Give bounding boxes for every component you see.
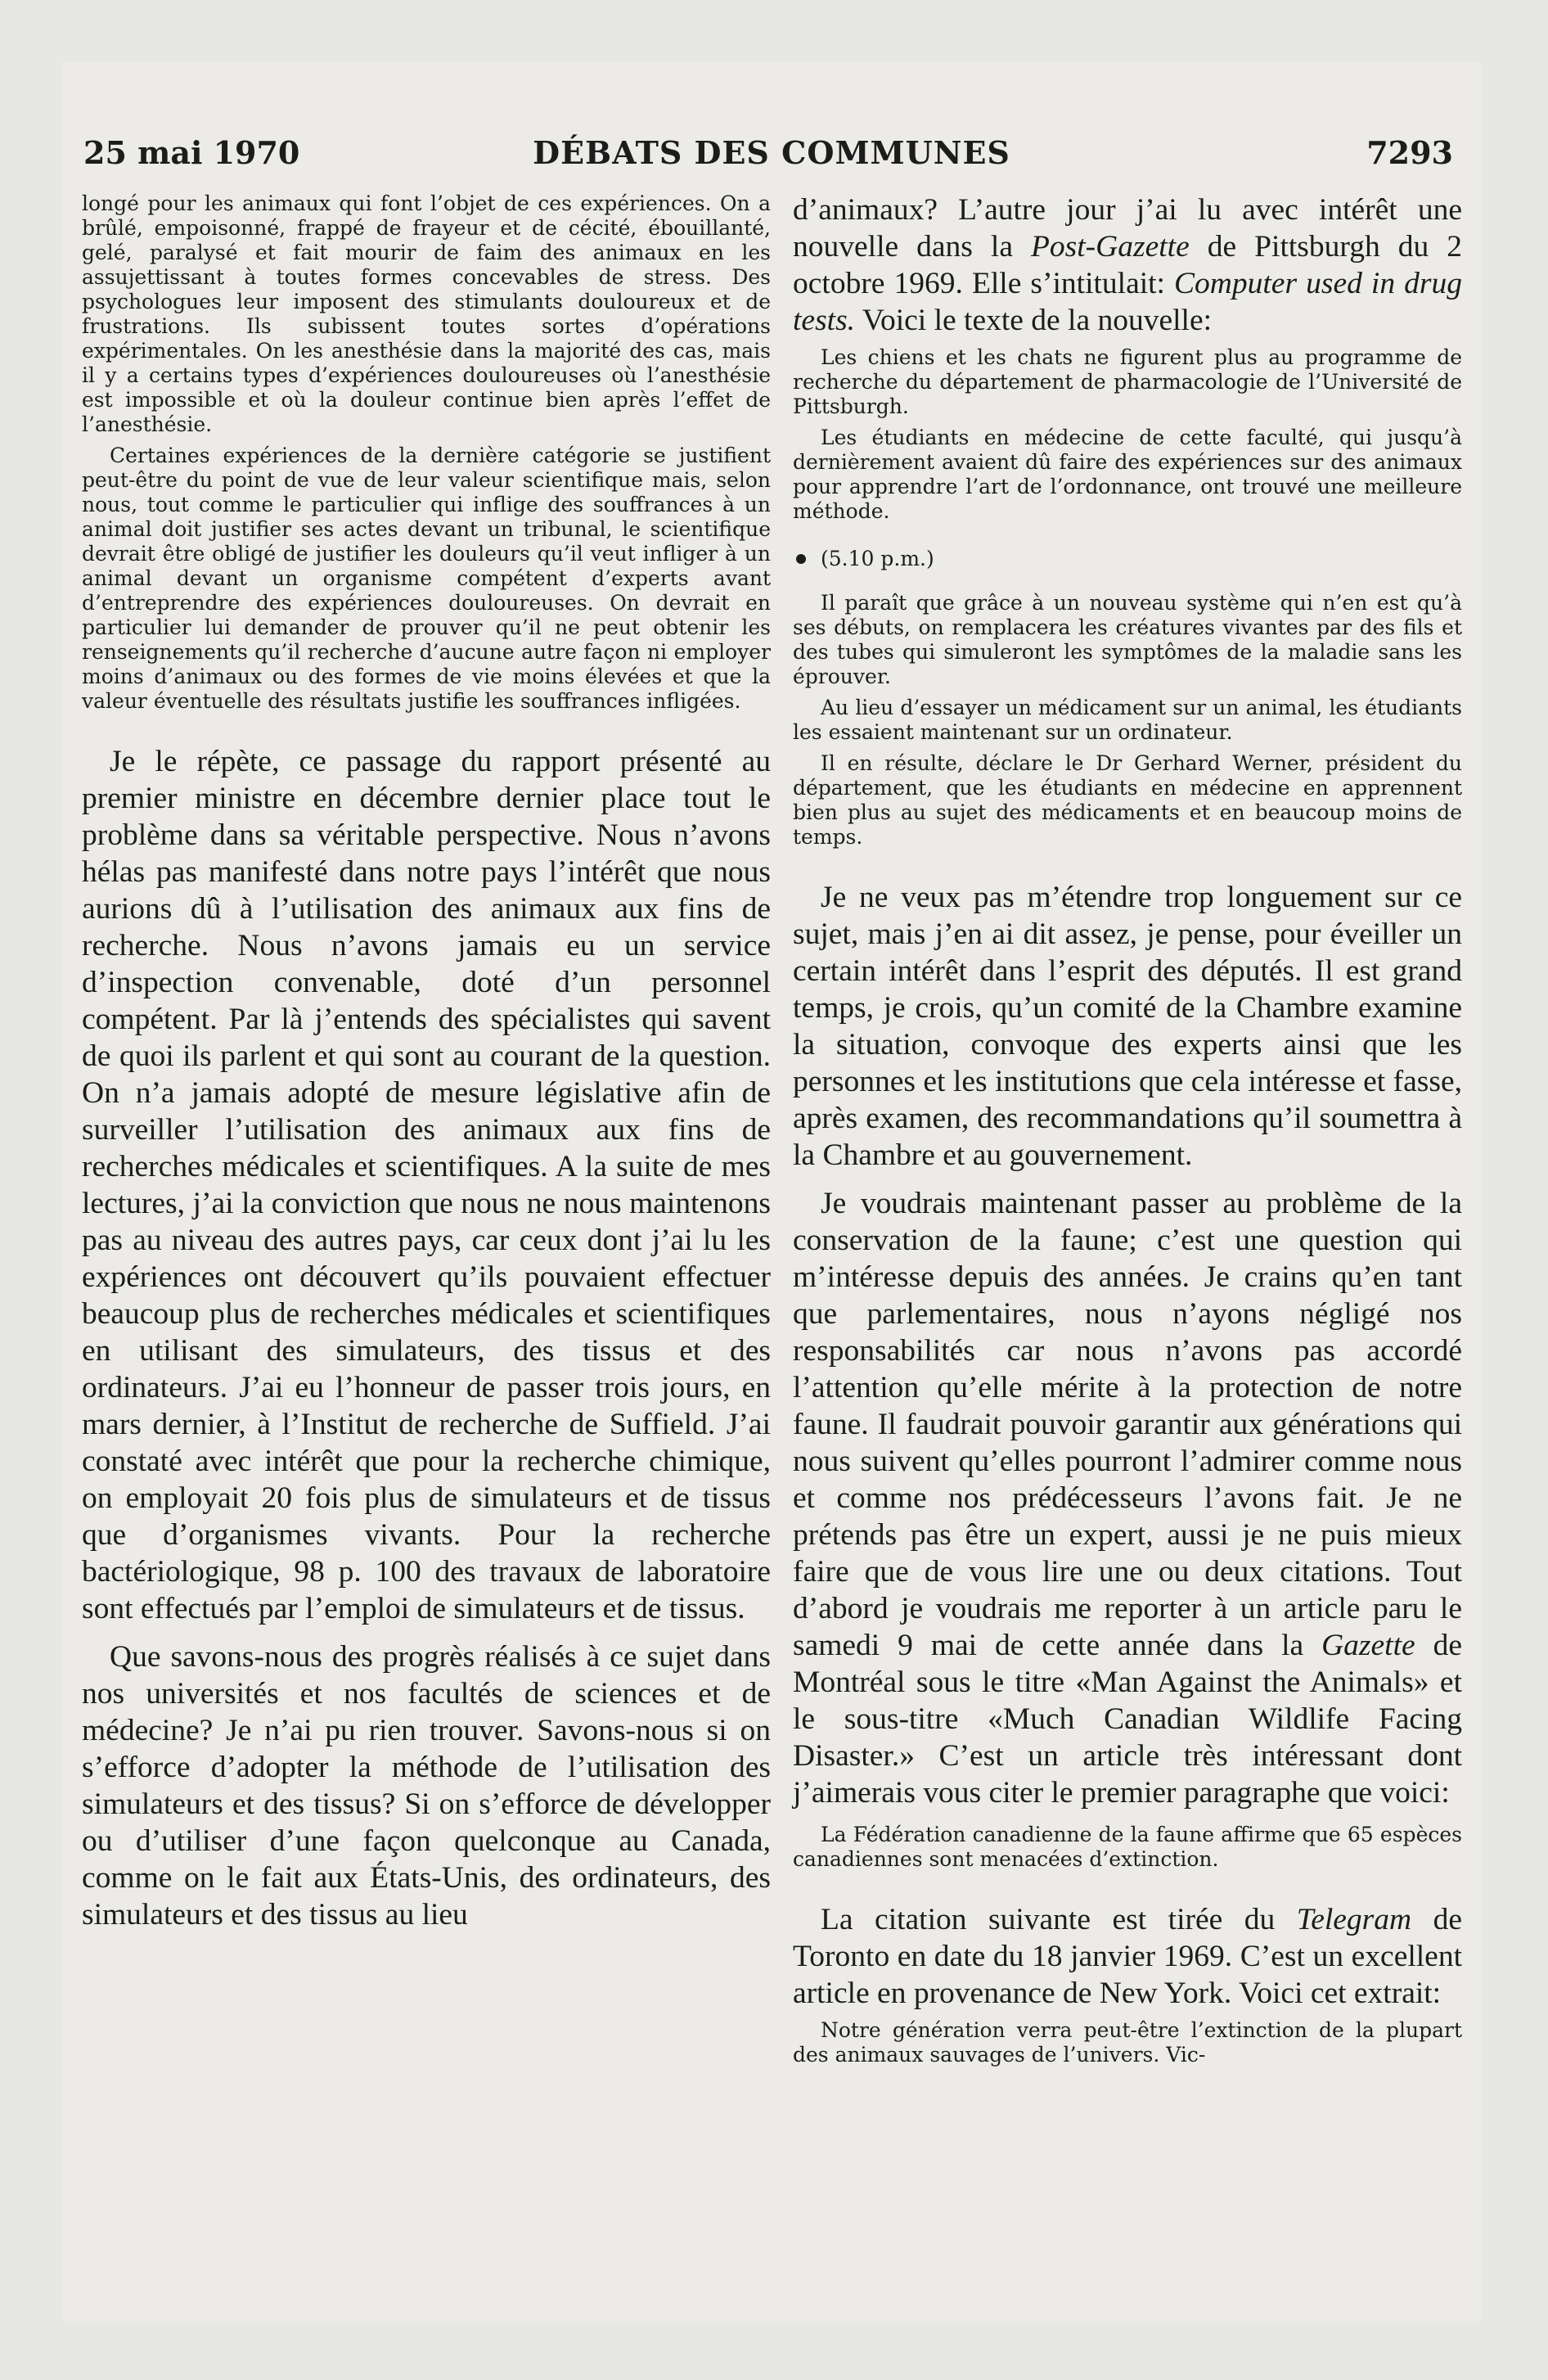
right-column (793, 192, 1462, 2067)
header-title: DÉBATS DES COMMUNES (533, 134, 1010, 171)
document-page (62, 62, 1481, 2321)
article-title: Computer used in drug tests. (793, 267, 1462, 337)
quoted-passage: Au lieu d’essayer un médicament sur un animal, les étudiants les essaient maintenant sur un ordinateur. (793, 696, 1462, 744)
header-date: 25 mai 1970 (83, 134, 300, 171)
quoted-passage: Il paraît que grâce à un nouveau système qui n’en est qu’à ses débuts, on remplacera les créatures vivantes par des fils et des tubes qui simuleront les symptômes de la maladie sans les éprouver. (793, 591, 1462, 688)
paragraph-speech: Je le répète, ce passage du rapport présenté au premier ministre en décembre dernier place tout le problème dans sa véritable perspective. Nous n’avons hélas pas manifesté dans notre pays l’intérêt que nous aurions dû à l’utilisation des animaux aux fins de recherche. Nous n’avons jamais eu un service d’inspection convenable, doté d’un personnel compétent. Par là j’entends des spécialistes qui savent de quoi ils parlent et qui sont au courant de la question. On n’a jamais adopté de mesure législative afin de surveiller l’utilisation des animaux aux fins de recherches médicales et scientifiques. A la suite de mes lectures, j’ai la conviction que nous ne nous maintenons pas au niveau des autres pays, car ceux dont j’ai lu les expériences ont découvert qu’ils pouvaient effectuer beaucoup plus de recherches médicales et scientifiques en utilisant des simulateurs, des tissus et des ordinateurs. J’ai eu l’honneur de passer trois jours, en mars dernier, à l’Institut de recherche de Suffield. J’ai constaté avec intérêt que pour la recherche chimique, on employait 20 fois plus de simulateurs et de tissus que d’organismes vivants. Pour la recherche bactériologique, 98 p. 100 des travaux de laboratoire sont effectués par l’emploi de simulateurs et de tissus. (82, 745, 771, 1625)
quoted-passage: Notre génération verra peut-être l’extinction de la plupart des animaux sauvages de l’univers. Vic- (793, 2018, 1462, 2067)
paragraph-speech: Que savons-nous des progrès réalisés à ce sujet dans nos universités et nos facultés de sciences et de médecine? Je n’ai pu rien trouver. Savons-nous si on s’efforce d’adopter la méthode de l’utilisation des simulateurs et des tissus? Si on s’efforce de développer ou d’utiliser d’une façon quelconque au Canada, comme on le fait aux États-Unis, des ordinateurs, des simulateurs et des tissus au lieu (82, 1640, 771, 1931)
paragraph-quote: Certaines expériences de la dernière catégorie se justifient peut-être du point de vue de leur valeur scientifique mais, selon nous, tout comme le particulier qui inflige des souffrances à un animal doit justifier ses actes devant un tribunal, le scientifique devrait être obligé de justifier les douleurs qu’il veut infliger à un animal devant un organisme compétent d’experts avant d’entreprendre des expériences douloureuses. On devrait en particulier lui demander de prouver qu’il ne peut obtenir les renseignements qu’il recherche d’aucune autre façon ni employer moins d’animaux ou des formes de vie moins élevées et que la valeur éventuelle des résultats justifie les souffrances infligées. (82, 444, 771, 713)
time-marker: (5.10 p.m.) (793, 547, 1462, 571)
publication-name: Post-Gazette (1031, 230, 1190, 264)
quoted-passage: Les étudiants en médecine de cette faculté, qui jusqu’à dernièrement avaient dû faire des expériences sur des animaux pour apprendre l’art de l’ordonnance, ont trouvé une meilleure méthode. (793, 426, 1462, 523)
left-column (82, 192, 771, 1933)
bullet-icon (796, 554, 806, 564)
page-number: 7293 (1366, 134, 1453, 171)
publication-name: Telegram (1296, 1903, 1412, 1936)
paragraph-speech: d’animaux? L’autre jour j’ai lu avec intérêt une nouvelle dans la Post-Gazette de Pittsburgh du 2 octobre 1969. Elle s’intitulait: Computer used in drug tests. Voici le texte de la nouvelle: (793, 193, 1462, 337)
paragraph-quote-continued: longé pour les animaux qui font l’objet de ces expériences. On a brûlé, empoisonné, frappé de frayeur et de cécité, ébouillanté, gelé, paralysé et fait mourir de faim des animaux en les assujettissant à toutes formes concevables de stress. Des psychologues leur imposent des stimulants douloureux et de frustrations. Ils subissent toutes sortes d’opérations expérimentales. On les anesthésie dans la majorité des cas, mais il y a certains types d’expériences douloureuses où l’anesthésie est impossible et où la douleur continue bien après l’effet de l’anesthésie. (82, 192, 771, 436)
paragraph-speech: La citation suivante est tirée du Telegram de Toronto en date du 18 janvier 1969. C’est un excellent article en provenance de New York. Voici cet extrait: (793, 1903, 1462, 2010)
quoted-passage: La Fédération canadienne de la faune affirme que 65 espèces canadiennes sont menacées d’extinction. (793, 1823, 1462, 1871)
quoted-passage: Les chiens et les chats ne figurent plus au programme de recherche du département de pharmacologie de l’Université de Pittsburgh. (793, 345, 1462, 418)
page-header (62, 134, 1481, 183)
publication-name: Gazette (1321, 1629, 1415, 1662)
quoted-passage: Il en résulte, déclare le Dr Gerhard Werner, président du département, que les étudiants en médecine en apprennent bien plus au sujet des médicaments et en beaucoup moins de temps. (793, 751, 1462, 849)
paragraph-speech: Je ne veux pas m’étendre trop longuement sur ce sujet, mais j’en ai dit assez, je pense, pour éveiller un certain intérêt dans l’esprit des députés. Il est grand temps, je crois, qu’un comité de la Chambre examine la situation, convoque des experts ainsi que les personnes et les institutions que cela intéresse et fasse, après examen, des recommandations qu’il soumettra à la Chambre et au gouvernement. (793, 881, 1462, 1172)
paragraph-speech: Je voudrais maintenant passer au problème de la conservation de la faune; c’est une question qui m’intéresse depuis des années. Je crains qu’en tant que parlementaires, nous n’ayons négligé nos responsabilités car nous n’avons pas accordé l’attention qu’elle mérite à la protection de notre faune. Il faudrait pouvoir garantir aux générations qui nous suivent qu’elles pourront l’admirer comme nous et comme nos prédécesseurs l’avons fait. Je ne prétends pas être un expert, aussi je ne puis mieux faire que de vous lire une ou deux citations. Tout d’abord je voudrais me reporter à un article paru le samedi 9 mai de cette année dans la Gazette de Montréal sous le titre «Man Against the Animals» et le sous-titre «Much Canadian Wildlife Facing Disaster.» C’est un article très intéressant dont j’aimerais vous citer le premier paragraphe que voici: (793, 1187, 1462, 1810)
